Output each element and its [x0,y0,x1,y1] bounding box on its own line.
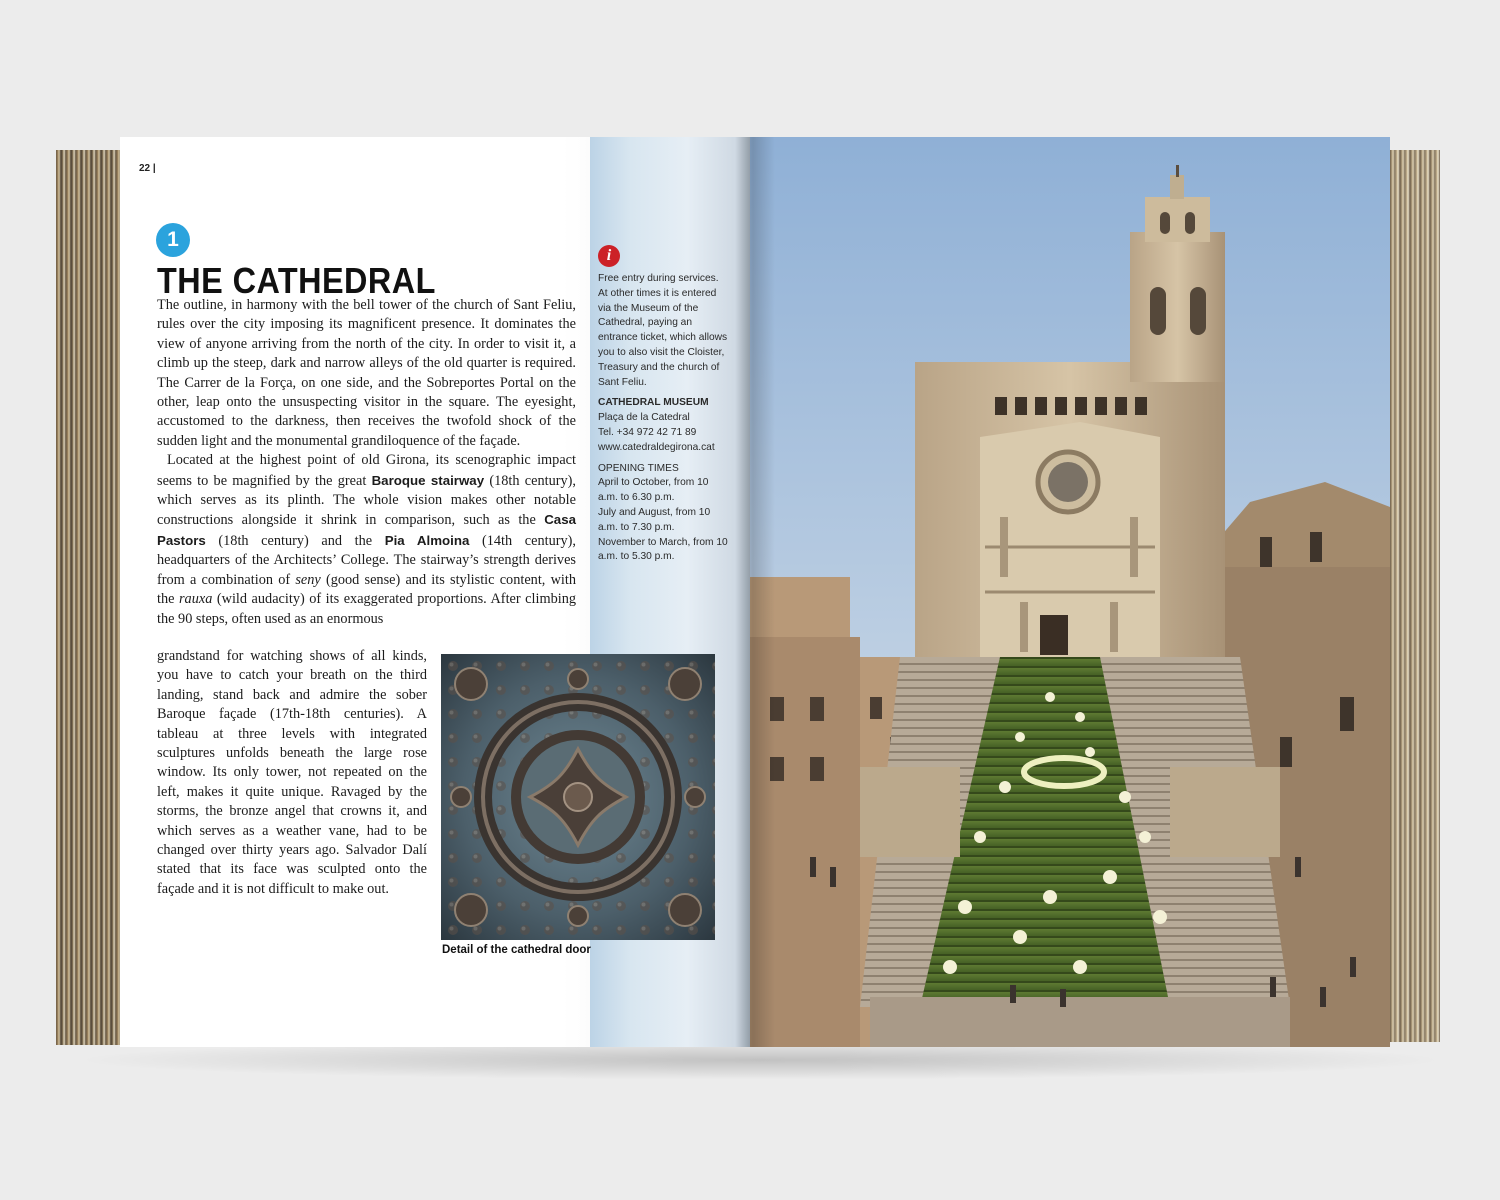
museum-website: www.catedraldegirona.cat [598,441,715,453]
paragraph-2: Located at the highest point of old Girona, its scenographic impact seems to be magnified by the great Baroque stairway (18th century), which serves as its plinth. The whole vision makes other notable constructions alongside it shrink in comparison, such as the Casa Pastors (18th century) and the Pia Almoina (14th century), headquarters of the Architects’ College. The stairway’s strength derives from a combination of seny (good sense) and its stylistic content, with the rauxa (wild audacity) of its exaggerated proportions. After climbing the 90 steps, often used as an enormous [157,452,576,627]
hours-november-march: November to March, from 10 a.m. to 5.30 p.m. [598,536,728,563]
section-number-badge: 1 [156,223,190,257]
body-text-continued: grandstand for watching shows of all kinds, you have to catch your breath on the third landing, stand back and admire the sober Baroque façade (17th-18th centuries). A tableau at three levels with integrated sculptures unfolds beneath the large rose window. Its only tower, not repeated on the left, makes it quite unique. Ravaged by the storms, the bronze angel that crowns it, and which serves as a weather vane, had to be changed over thirty years ago. Salvador Dalí stated that its face was sculpted onto the façade and it is not difficult to make out. [157,648,427,897]
right-page-edges [1385,150,1440,1042]
museum-heading: CATHEDRAL MUSEUM [598,397,709,409]
info-icon: i [598,245,620,267]
hours-april-october: April to October, from 10 a.m. to 6.30 p.m. [598,477,709,504]
museum-address: Plaça de la Catedral [598,412,690,424]
page-title: THE CATHEDRAL [157,260,436,301]
hours-july-august: July and August, from 10 a.m. to 7.30 p.m. [598,506,711,533]
paragraph-1: The outline, in harmony with the bell tower of the church of Sant Feliu, rules over the city imposing its magnificent presence. It dominates the view of anyone arriving from the north of the city. In order to visit it, a climb up the steep, dark and narrow alleys of the old quarter is required. The Carrer de la Força, on one side, and the Sobreportes Portal on the other, leap onto the unsuspecting visitor in the square. The eyesight, accustomed to the darkness, then receives the twofold shock of the sudden light and the monumental grandiloquence of the façade. [157,297,576,449]
left-page-edges [56,150,122,1045]
cathedral-photo [750,137,1390,1047]
entry-info: Free entry during services. At other times it is entered via the Museum of the Cathedral, paying an entrance ticket, which allows you to also visit the Cloister, Treasury and the church of Sant Feliu. [598,273,728,388]
opening-times-heading: OPENING TIMES [598,462,679,474]
opening-times [598,462,728,566]
info-box [598,272,728,571]
photo-caption: Detail of the cathedral door [442,944,591,956]
page-number: 22 | [139,163,156,174]
body-text [157,296,576,629]
book-gutter [735,137,775,1047]
museum-info [598,396,728,455]
museum-phone: Tel. +34 972 42 71 89 [598,426,697,438]
cathedral-door-photo [441,654,715,940]
